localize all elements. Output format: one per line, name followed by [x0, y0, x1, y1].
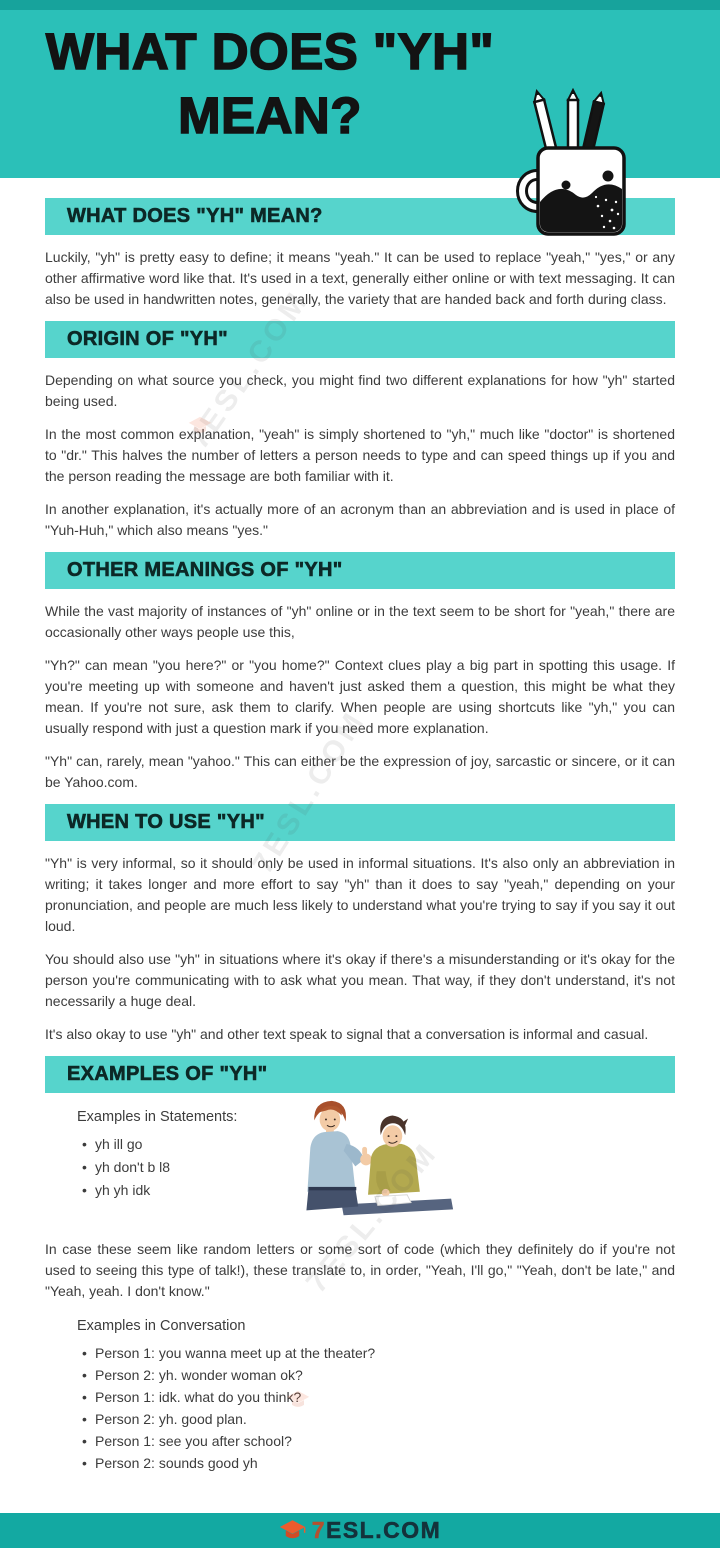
section-heading: WHEN TO USE "YH" [67, 811, 265, 833]
conversation-item: • Person 2: yh. wonder woman ok? [95, 1364, 675, 1386]
section-bar-other-meanings-of-yh [45, 552, 675, 589]
brand-seven: 7 [311, 1517, 326, 1543]
conversation-item: • Person 1: you wanna meet up at the theater? [95, 1342, 675, 1364]
statements-list [45, 1133, 280, 1202]
brand-logo [279, 1517, 442, 1544]
statements-column [45, 1093, 280, 1202]
conversation-item: • Person 2: yh. good plan. [95, 1408, 675, 1430]
statement-item: • yh yh idk [95, 1179, 280, 1202]
statements-row [45, 1093, 675, 1227]
page-title-line2: MEAN? [178, 87, 362, 144]
paragraph: "Yh" can, rarely, mean "yahoo." This can either be the expression of joy, sarcastic or sincere, or it can be Yahoo.com. [45, 753, 675, 790]
section-content [45, 601, 675, 793]
section-content [45, 370, 675, 541]
conversation-list [45, 1342, 675, 1474]
section-heading: WHAT DOES "YH" MEAN? [67, 205, 323, 227]
watermark: 7ESL.COM [300, 1136, 445, 1300]
conversation-item: • Person 2: sounds good yh [95, 1452, 675, 1474]
paragraph: It's also okay to use "yh" and other text speak to signal that a conversation is informal and casual. [45, 1026, 649, 1042]
section-heading: EXAMPLES OF "YH" [67, 1063, 268, 1085]
paragraph: You should also use "yh" in situations where it's okay if there's a misunderstanding or it's okay for the person you're communicating with to ask what you mean. That way, if they don't understand, it's not necessarily a huge deal. [45, 951, 675, 1009]
statement-item: • yh don't b l8 [95, 1156, 280, 1179]
paragraph: Luckily, "yh" is pretty easy to define; it means "yeah." It can be used to replace "yeah," "yes," or any other affirmative word like that. It's used in a text, generally either online or with text messaging. It can also be used in handwritten notes, generally, the variety that are handed back and forth during class. [45, 249, 675, 307]
translation-paragraph: In case these seem like random letters or some sort of code (which they definitely do if you're not used to seeing this type of talk!), these translate to, in order, "Yeah, I'll go," "Yeah, don't be late," and "Yeah, yeah. I don't know." [45, 1241, 675, 1299]
paragraph: In the most common explanation, "yeah" is simply shortened to "yh," much like "doctor" is shortened to "dr." This halves the number of letters a person needs to type and can speed things up if you and the person reading the message are both familiar with it. [45, 426, 675, 484]
brand-rest: ESL.COM [326, 1517, 442, 1543]
section-bar-origin-of-yh [45, 321, 675, 358]
paragraph: In another explanation, it's actually more of an acronym than an abbreviation and is used in place of "Yuh-Huh," which also means "yes." [45, 501, 675, 538]
section-content [45, 1093, 675, 1474]
pencil-mug-icon [498, 88, 648, 240]
conversation-item: • Person 1: idk. what do you think? [95, 1386, 675, 1408]
section-content [45, 247, 675, 310]
section-heading: ORIGIN OF "YH" [67, 328, 228, 350]
section-bar-when-to-use-yh [45, 804, 675, 841]
teacher-figure [306, 1101, 372, 1211]
paragraph: While the vast majority of instances of "yh" online or in the text seem to be short for "yeah," there are occasionally other ways people use this, [45, 603, 675, 640]
conversation-label: Examples in Conversation [77, 1318, 246, 1334]
statements-label: Examples in Statements: [77, 1109, 238, 1125]
footer-bar [0, 1513, 720, 1548]
paragraph: "Yh?" can mean "you here?" or "you home?" Context clues play a big part in spotting this usage. If you're meeting up with someone and haven't just asked them a question, this might be what they mean. If you're not sure, ask them to clarify. When people are using shortcuts like "yh," you can usually respond with just a question mark if you need more explanation. [45, 657, 675, 736]
section-content [45, 853, 675, 1045]
paragraph: "Yh" is very informal, so it should only be used in informal situations. It's also only an abbreviation in writing; it takes longer and more effort to say "yh" than it does to say "yeah," depending on your pronunciation, and people are much less likely to understand what you're trying to say if you say it out loud. [45, 855, 675, 934]
statement-item: • yh ill go [95, 1133, 280, 1156]
teacher-student-illustration [280, 1095, 458, 1227]
watermark: 7ESL.COM [246, 704, 373, 880]
student-figure [368, 1116, 420, 1206]
watermark: 7ESL.COM [182, 284, 316, 455]
header-top-strip [0, 0, 720, 10]
page-title [0, 20, 540, 148]
section-heading: OTHER MEANINGS OF "YH" [67, 559, 343, 581]
brand-text [312, 1517, 442, 1544]
paragraph: Depending on what source you check, you might find two different explanations for how "yh" started being used. [45, 372, 675, 409]
graduation-cap-icon [279, 1519, 306, 1543]
page-title-line1: WHAT DOES "YH" [45, 23, 495, 80]
section-bar-examples-of-yh [45, 1056, 675, 1093]
conversation-item: • Person 1: see you after school? [95, 1430, 675, 1452]
